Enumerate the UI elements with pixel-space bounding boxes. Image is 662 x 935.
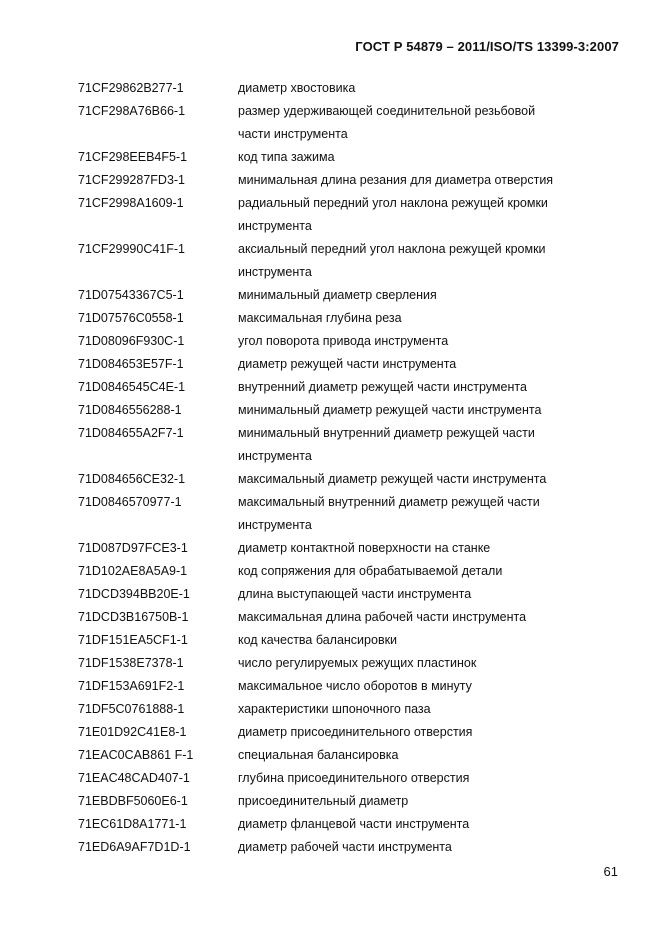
- entry-code: 71D08096F930C-1: [78, 334, 185, 348]
- entry-description-line: угол поворота привода инструмента: [238, 334, 449, 348]
- list-item: [78, 307, 618, 330]
- entry-description: [238, 537, 583, 560]
- list-item: [78, 399, 618, 422]
- entry-description: [238, 491, 583, 537]
- entry-description: [238, 353, 583, 376]
- entry-description: [238, 238, 583, 284]
- entry-code: 71DF153A691F2-1: [78, 679, 185, 693]
- entry-description: [238, 675, 583, 698]
- entry-code: 71CF29990C41F-1: [78, 242, 186, 256]
- list-item: [78, 606, 618, 629]
- list-item: [78, 675, 618, 698]
- entry-description: [238, 100, 583, 146]
- list-item: [78, 238, 618, 284]
- entry-code: 71D0846570977-1: [78, 495, 182, 509]
- entry-description-line: максимальная глубина реза: [238, 311, 402, 325]
- entry-description-line: инструмента: [238, 265, 312, 279]
- entry-code: 71D07576C0558-1: [78, 311, 184, 325]
- entry-description-line: максимальная длина рабочей части инструмента: [238, 610, 527, 624]
- entry-description-line: аксиальный передний угол наклона режущей кромки: [238, 242, 546, 256]
- entry-description: [238, 698, 583, 721]
- entry-description-line: размер удерживающей соединительной резьбовой: [238, 104, 536, 118]
- entry-description-line: глубина присоединительного отверстия: [238, 771, 470, 785]
- list-item: [78, 169, 618, 192]
- list-item: [78, 491, 618, 537]
- entry-description-line: диаметр рабочей части инструмента: [238, 840, 452, 854]
- entry-code: 71ED6A9AF7D1D-1: [78, 840, 191, 854]
- list-item: [78, 353, 618, 376]
- entry-description-line: минимальный диаметр сверления: [238, 288, 437, 302]
- entry-description-line: максимальный диаметр режущей части инструмента: [238, 472, 547, 486]
- entry-description-line: максимальное число оборотов в минуту: [238, 679, 472, 693]
- entry-description: [238, 330, 583, 353]
- entry-description: [238, 468, 583, 491]
- list-item: [78, 721, 618, 744]
- list-item: [78, 330, 618, 353]
- entry-description: [238, 169, 583, 192]
- entry-code: 71D087D97FCE3-1: [78, 541, 188, 555]
- entry-code: 71CF299287FD3-1: [78, 173, 186, 187]
- list-item: [78, 583, 618, 606]
- entry-code: 71D102AE8A5A9-1: [78, 564, 188, 578]
- list-item: [78, 146, 618, 169]
- list-item: [78, 468, 618, 491]
- list-item: [78, 767, 618, 790]
- entry-description-line: диаметр хвостовика: [238, 81, 356, 95]
- entry-description: [238, 721, 583, 744]
- entry-description-line: специальная балансировка: [238, 748, 399, 762]
- list-item: [78, 790, 618, 813]
- entry-description-line: части инструмента: [238, 127, 348, 141]
- entry-description-line: максимальный внутренний диаметр режущей части: [238, 495, 540, 509]
- entry-code: 71DCD394BB20E-1: [78, 587, 190, 601]
- entry-code: 71E01D92C41E8-1: [78, 725, 187, 739]
- entry-description-line: инструмента: [238, 219, 312, 233]
- list-item: [78, 698, 618, 721]
- entry-description: [238, 583, 583, 606]
- entry-code: 71D0846545C4E-1: [78, 380, 186, 394]
- list-item: [78, 836, 618, 859]
- entry-code: 71EC61D8A1771-1: [78, 817, 187, 831]
- entry-description-line: диаметр присоединительного отверстия: [238, 725, 473, 739]
- list-item: [78, 77, 618, 100]
- entry-description-line: число регулируемых режущих пластинок: [238, 656, 477, 670]
- entry-description: [238, 307, 583, 330]
- entry-description: [238, 422, 583, 468]
- entry-description-line: присоединительный диаметр: [238, 794, 409, 808]
- list-item: [78, 537, 618, 560]
- page-number: 61: [603, 864, 618, 879]
- entry-description-line: минимальный внутренний диаметр режущей части: [238, 426, 535, 440]
- entry-description-line: код типа зажима: [238, 150, 335, 164]
- entry-code: 71EAC0CAB861 F-1: [78, 748, 194, 762]
- entry-description-line: радиальный передний угол наклона режущей кромки: [238, 196, 548, 210]
- entry-description-line: инструмента: [238, 449, 312, 463]
- entry-code: 71DF1538E7378-1: [78, 656, 184, 670]
- entry-description: [238, 560, 583, 583]
- entry-description: [238, 284, 583, 307]
- list-item: [78, 422, 618, 468]
- entry-code: 71D07543367C5-1: [78, 288, 184, 302]
- entry-description: [238, 836, 583, 859]
- list-item: [78, 100, 618, 146]
- entry-description: [238, 629, 583, 652]
- entry-code: 71CF2998A1609-1: [78, 196, 184, 210]
- list-item: [78, 652, 618, 675]
- entry-description: [238, 606, 583, 629]
- entry-code: 71DCD3B16750B-1: [78, 610, 189, 624]
- entry-code: 71D084653E57F-1: [78, 357, 184, 371]
- entry-description: [238, 376, 583, 399]
- entry-description-line: характеристики шпоночного паза: [238, 702, 431, 716]
- entry-code: 71CF298EEB4F5-1: [78, 150, 188, 164]
- entry-code: 71DF5C0761888-1: [78, 702, 185, 716]
- entry-description: [238, 77, 583, 100]
- list-item: [78, 629, 618, 652]
- entry-code: 71EAC48CAD407-1: [78, 771, 190, 785]
- list-item: [78, 192, 618, 238]
- entry-description-line: диаметр фланцевой части инструмента: [238, 817, 470, 831]
- entry-description: [238, 192, 583, 238]
- entry-list: [78, 77, 618, 859]
- entry-code: 71CF298A76B66-1: [78, 104, 186, 118]
- entry-description-line: минимальная длина резания для диаметра отверстия: [238, 173, 554, 187]
- entry-description: [238, 767, 583, 790]
- entry-description: [238, 813, 583, 836]
- entry-code: 71D0846556288-1: [78, 403, 182, 417]
- entry-description: [238, 399, 583, 422]
- entry-code: 71CF29862B277-1: [78, 81, 184, 95]
- list-item: [78, 560, 618, 583]
- entry-description: [238, 146, 583, 169]
- list-item: [78, 376, 618, 399]
- entry-description-line: диаметр контактной поверхности на станке: [238, 541, 491, 555]
- page-header: ГОСТ Р 54879 – 2011/ISO/TS 13399-3:2007: [355, 39, 619, 54]
- list-item: [78, 284, 618, 307]
- entry-description-line: инструмента: [238, 518, 312, 532]
- entry-code: 71DF151EA5CF1-1: [78, 633, 188, 647]
- entry-description-line: длина выступающей части инструмента: [238, 587, 472, 601]
- entry-code: 71D084655A2F7-1: [78, 426, 184, 440]
- entry-description-line: код сопряжения для обрабатываемой детали: [238, 564, 503, 578]
- entry-description: [238, 744, 583, 767]
- entry-description-line: внутренний диаметр режущей части инструмента: [238, 380, 527, 394]
- entry-description-line: диаметр режущей части инструмента: [238, 357, 457, 371]
- list-item: [78, 744, 618, 767]
- entry-code: 71EBDBF5060E6-1: [78, 794, 188, 808]
- list-item: [78, 813, 618, 836]
- entry-description: [238, 790, 583, 813]
- entry-description-line: минимальный диаметр режущей части инструмента: [238, 403, 542, 417]
- entry-description: [238, 652, 583, 675]
- entry-code: 71D084656CE32-1: [78, 472, 186, 486]
- entry-description-line: код качества балансировки: [238, 633, 398, 647]
